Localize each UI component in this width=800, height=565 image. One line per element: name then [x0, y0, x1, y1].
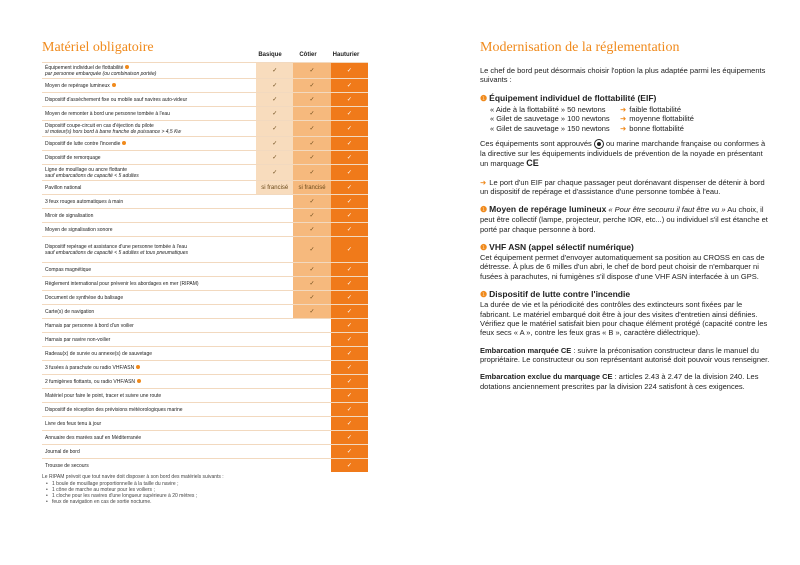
- cotier-cell: [293, 403, 330, 416]
- info-dot-icon: [125, 65, 129, 69]
- basique-cell: ✓: [256, 137, 293, 150]
- cotier-cell: si francisé: [293, 181, 330, 194]
- cotier-cell: [293, 389, 330, 402]
- eif-heading-text: Équipement individuel de flottabilité (EIF): [489, 92, 657, 103]
- row-sublabel: sauf embarcations de capacité < 5 adultes et tous pneumatiques: [45, 249, 189, 256]
- table-row: [42, 222, 368, 236]
- reperage-section: [480, 204, 772, 234]
- hauturier-cell: ✓: [331, 93, 368, 106]
- number-one-icon: ❶: [480, 93, 488, 103]
- right-body: [480, 66, 772, 399]
- table-row: [42, 208, 368, 222]
- footnote-item: • 1 cône de marche au moteur pour les voiliers ;: [42, 487, 342, 493]
- arrow-icon: ➜: [620, 123, 627, 133]
- row-label: [42, 181, 256, 194]
- eif-level-text: bonne flottabilité: [629, 123, 684, 133]
- hauturier-cell: ✓: [331, 459, 368, 472]
- eif-level: [620, 124, 772, 133]
- row-label-text: 3 feux rouges automatiques à main: [45, 198, 124, 205]
- cotier-cell: ✓: [293, 151, 330, 164]
- ce-marquee-text: : suivre la préconisation constructeur dans le manuel du propriétaire. Le constructeur ou son représentant autorisé doit pouvoir vous renseigner.: [480, 345, 770, 365]
- row-label: [42, 375, 256, 388]
- row-label-text: Ligne de mouillage ou ancre flottante: [45, 166, 128, 173]
- row-label: [42, 333, 256, 346]
- row-label: [42, 417, 256, 430]
- table-row: [42, 374, 368, 388]
- footnote-intro: Le RIPAM prévoit que tout navire doit disposer à son bord des matériels suivants :: [42, 474, 224, 480]
- row-sublabel: par personne embarquée (ou combinaison portée): [45, 70, 157, 77]
- cotier-cell: [293, 347, 330, 360]
- table-row: [42, 92, 368, 106]
- hauturier-cell: ✓: [331, 181, 368, 194]
- ce-exclue-heading: Embarcation exclue du marquage CE: [480, 372, 613, 382]
- hauturier-cell: ✓: [331, 237, 368, 262]
- table-row: [42, 360, 368, 374]
- eif-approval-a: Ces équipements sont approuvés: [480, 138, 592, 148]
- table-row: [42, 136, 368, 150]
- ripam-footnote: [42, 474, 342, 505]
- table-row: [42, 290, 368, 304]
- basique-cell: [256, 431, 293, 444]
- hauturier-cell: ✓: [331, 63, 368, 78]
- row-label-text: Équipement individuel de flottabilité: [45, 65, 253, 71]
- hauturier-cell: ✓: [331, 375, 368, 388]
- row-label: [42, 431, 256, 444]
- right-page: [400, 0, 800, 565]
- incendie-heading-text: Dispositif de lutte contre l'incendie: [489, 289, 631, 300]
- row-label-text: Moyen de repérage lumineux: [45, 83, 253, 89]
- basique-cell: [256, 277, 293, 290]
- table-row: [42, 62, 368, 78]
- table-row: [42, 78, 368, 92]
- basique-cell: si francisé: [256, 181, 293, 194]
- row-label-text: Radeau(x) de survie ou annexe(s) de sauvetage: [45, 350, 153, 357]
- row-label: [42, 63, 256, 78]
- row-label-text: Journal de bord: [45, 448, 80, 455]
- arrow-icon: ➜: [620, 114, 627, 124]
- hauturier-cell: ✓: [331, 291, 368, 304]
- cotier-cell: ✓: [293, 209, 330, 222]
- basique-cell: [256, 361, 293, 374]
- info-dot-icon: [122, 141, 126, 145]
- eif-level-text: moyenne flottabilité: [629, 114, 694, 124]
- hauturier-cell: ✓: [331, 333, 368, 346]
- eif-level: [620, 105, 772, 114]
- basique-cell: ✓: [256, 121, 293, 136]
- basique-cell: ✓: [256, 79, 293, 92]
- cotier-cell: [293, 319, 330, 332]
- cotier-cell: ✓: [293, 93, 330, 106]
- ce-exclue-section: [480, 372, 772, 391]
- row-label-text: Moyen de remonter à bord une personne tombée à l'eau: [45, 110, 170, 117]
- number-one-icon: ❶: [480, 205, 488, 215]
- cotier-cell: ✓: [293, 121, 330, 136]
- col-hauturier: Hauturier: [332, 52, 360, 58]
- basique-cell: [256, 445, 293, 458]
- incendie-text-2: Vérifiez que le matériel satisfait bien pour chaque élément protégé (capacité contre les feux secs « A », contre les feux gras « B », caractère diélectrique).: [480, 318, 768, 338]
- hauturier-cell: ✓: [331, 209, 368, 222]
- reperage-quote: « Pour être secouru il faut être vu »: [608, 205, 726, 215]
- row-label-text: Annuaire des marées sauf en Méditerranée: [45, 434, 142, 441]
- hauturier-cell: ✓: [331, 361, 368, 374]
- row-label: [42, 291, 256, 304]
- hauturier-cell: ✓: [331, 79, 368, 92]
- reperage-heading-text: Moyen de repérage lumineux: [489, 204, 607, 215]
- table-row: [42, 194, 368, 208]
- row-label: [42, 459, 256, 472]
- row-label-text: Dispositif de lutte contre l'incendie: [45, 141, 253, 147]
- basique-cell: [256, 209, 293, 222]
- row-label-text: Dispositif de réception des prévisions météorologiques marine: [45, 406, 183, 413]
- basique-cell: [256, 347, 293, 360]
- hauturier-cell: ✓: [331, 403, 368, 416]
- row-label-text: Dispositif coupe-circuit en cas d'éjection du pilote: [45, 122, 154, 129]
- cotier-cell: [293, 445, 330, 458]
- table-row: [42, 106, 368, 120]
- cotier-cell: [293, 375, 330, 388]
- hauturier-cell: ✓: [331, 223, 368, 236]
- table-row: [42, 332, 368, 346]
- row-label-text: Pavillon national: [45, 184, 82, 191]
- row-label: [42, 263, 256, 276]
- row-label-text: Trousse de secours: [45, 462, 89, 469]
- info-dot-icon: [112, 83, 116, 87]
- eif-approval-text: [480, 139, 772, 170]
- vhf-heading-text: VHF ASN (appel sélectif numérique): [489, 242, 634, 253]
- basique-cell: [256, 319, 293, 332]
- table-row: [42, 262, 368, 276]
- hauturier-cell: ✓: [331, 263, 368, 276]
- row-label: [42, 79, 256, 92]
- row-sublabel: sauf embarcations de capacité < 5 adultes: [45, 172, 139, 179]
- hauturier-cell: ✓: [331, 151, 368, 164]
- row-label: [42, 403, 256, 416]
- cotier-cell: ✓: [293, 305, 330, 318]
- cotier-cell: ✓: [293, 277, 330, 290]
- reperage-heading: [480, 204, 606, 214]
- hauturier-cell: ✓: [331, 305, 368, 318]
- row-label: [42, 347, 256, 360]
- row-label-text: Dispositif repérage et assistance d'une personne tombée à l'eau: [45, 243, 187, 250]
- basique-cell: [256, 417, 293, 430]
- basique-cell: [256, 403, 293, 416]
- row-label: [42, 223, 256, 236]
- table-row: [42, 416, 368, 430]
- cotier-cell: ✓: [293, 291, 330, 304]
- hauturier-cell: ✓: [331, 165, 368, 180]
- eif-level-text: faible flottabilité: [629, 104, 681, 114]
- page-title: Matériel obligatoire: [42, 40, 154, 55]
- row-label-text: Matériel pour faire le point, tracer et suivre une route: [45, 392, 162, 399]
- table-row: [42, 120, 368, 136]
- hauturier-cell: ✓: [331, 319, 368, 332]
- row-label-text: Harnais par personne à bord d'un voilier: [45, 322, 134, 329]
- cotier-cell: [293, 361, 330, 374]
- cotier-cell: ✓: [293, 107, 330, 120]
- cotier-cell: [293, 333, 330, 346]
- eif-note: [480, 178, 772, 197]
- vhf-text: Cet équipement permet d'envoyer automatiquement sa position au CROSS en cas de détresse. À plus de 6 milles d'un abri, le chef de bord peut choisir de n'embarquer ni fusées à parachutes, ni fumigènes s'il dispose d'une VHF ASN interfacée à un GPS.: [480, 253, 765, 281]
- basique-cell: [256, 237, 293, 262]
- row-label: [42, 305, 256, 318]
- footnote-item: • 1 cloche pour les navires d'une longueur supérieure à 20 mètres ;: [42, 493, 342, 499]
- footnote-item: • 1 boule de mouillage proportionnelle à la taille du navire ;: [42, 481, 342, 487]
- col-basique: Basique: [258, 52, 282, 58]
- ce-marquee-section: [480, 346, 772, 365]
- eif-approval-b: ou marine marchande française ou conformes à la directive sur les équipements individuels de prévention de la noyade en présentant un marquage: [480, 138, 766, 169]
- row-label-text: Document de synthèse du balisage: [45, 294, 124, 301]
- ce-exclue-text: : articles 2.43 à 2.47 de la division 240. Les dotations anciennement prescrites par la division 224 satisfont à ces exigences.: [480, 372, 759, 391]
- cotier-cell: ✓: [293, 79, 330, 92]
- col-cotier: Côtier: [299, 52, 317, 58]
- row-label-text: Compas magnétique: [45, 266, 92, 273]
- basique-cell: [256, 459, 293, 472]
- row-label-text: 2 fumigènes flottants, ou radio VHF/ASN: [45, 379, 253, 385]
- eif-note-text: Le port d'un EIF par chaque passager peut dorénavant dispenser de détenir à bord un dispositif de repérage et d'assistance d'une personne tombée à l'eau.: [480, 177, 765, 196]
- footnote-item: • feux de navigation en cas de sortie nocturne.: [42, 499, 342, 505]
- row-label: [42, 361, 256, 374]
- cotier-cell: ✓: [293, 223, 330, 236]
- hauturier-cell: ✓: [331, 277, 368, 290]
- cotier-cell: ✓: [293, 237, 330, 262]
- row-label-text: Harnais par navire non-voilier: [45, 336, 111, 343]
- row-label: [42, 237, 256, 262]
- table-row: [42, 388, 368, 402]
- cotier-cell: ✓: [293, 137, 330, 150]
- info-dot-icon: [137, 379, 141, 383]
- table-row: [42, 318, 368, 332]
- basique-cell: [256, 389, 293, 402]
- reperage-text: Au choix, il peut être collectif (lampe, projecteur, perche IOR, etc...) ou individuel s'il est étanche et porté par chaque personne à bord.: [480, 205, 768, 234]
- row-label: [42, 93, 256, 106]
- vhf-heading: [480, 242, 772, 253]
- basique-cell: ✓: [256, 151, 293, 164]
- hauturier-cell: ✓: [331, 389, 368, 402]
- hauturier-cell: ✓: [331, 195, 368, 208]
- table-row: [42, 150, 368, 164]
- ce-mark-icon: CE: [526, 158, 539, 169]
- basique-cell: ✓: [256, 63, 293, 78]
- cotier-cell: [293, 417, 330, 430]
- hauturier-cell: ✓: [331, 107, 368, 120]
- row-label-text: Miroir de signalisation: [45, 212, 94, 219]
- table-row: [42, 444, 368, 458]
- number-one-icon: ❶: [480, 243, 488, 253]
- table-row: [42, 402, 368, 416]
- table-row: [42, 304, 368, 318]
- row-label-text: Règlement international pour prévenir les abordages en mer (RIPAM): [45, 280, 199, 287]
- arrow-icon: ➜: [620, 104, 627, 114]
- table-row: [42, 458, 368, 472]
- row-label: [42, 107, 256, 120]
- basique-cell: [256, 375, 293, 388]
- row-label-text: Moyen de signalisation sonore: [45, 226, 113, 233]
- table-row: [42, 276, 368, 290]
- row-label: [42, 165, 256, 180]
- row-label: [42, 195, 256, 208]
- ce-marquee-heading: Embarcation marquée CE: [480, 345, 572, 355]
- eif-list: [490, 105, 772, 133]
- cotier-cell: ✓: [293, 263, 330, 276]
- arrow-icon: ➜: [480, 177, 487, 187]
- hauturier-cell: ✓: [331, 347, 368, 360]
- incendie-heading: [480, 289, 772, 300]
- cotier-cell: ✓: [293, 165, 330, 180]
- row-label: [42, 151, 256, 164]
- cotier-cell: ✓: [293, 195, 330, 208]
- table-row: [42, 164, 368, 180]
- row-label: [42, 121, 256, 136]
- basique-cell: [256, 291, 293, 304]
- basique-cell: [256, 305, 293, 318]
- basique-cell: ✓: [256, 107, 293, 120]
- basique-cell: [256, 195, 293, 208]
- eif-item: « Gilet de sauvetage » 100 newtons: [490, 114, 610, 124]
- eif-heading: [480, 93, 772, 104]
- intro-text: Le chef de bord peut désormais choisir l'option la plus adaptée parmi les équipements suivants :: [480, 66, 766, 85]
- number-one-icon: ❶: [480, 290, 488, 300]
- row-label-text: Dispositif d'assèchement fixe ou mobile sauf navires auto-videur: [45, 96, 188, 103]
- row-label: [42, 319, 256, 332]
- row-label: [42, 445, 256, 458]
- eif-item: « Aide à la flottabilité » 50 newtons: [490, 104, 606, 114]
- basique-cell: [256, 333, 293, 346]
- row-label-text: Carte(s) de navigation: [45, 308, 95, 315]
- row-sublabel: si moteur(s) hors bord à barre franche de puissance > 4,5 Kw: [45, 128, 182, 135]
- basique-cell: ✓: [256, 93, 293, 106]
- cotier-cell: [293, 431, 330, 444]
- row-label-text: Dispositif de remorquage: [45, 154, 101, 161]
- hauturier-cell: ✓: [331, 137, 368, 150]
- page-title-right: Modernisation de la réglementation: [480, 40, 680, 55]
- table-row: [42, 346, 368, 360]
- eif-item: « Gilet de sauvetage » 150 newtons: [490, 123, 610, 133]
- basique-cell: [256, 263, 293, 276]
- table-row: [42, 430, 368, 444]
- equipment-table: [42, 62, 368, 472]
- row-label: [42, 277, 256, 290]
- row-label: [42, 209, 256, 222]
- row-label: [42, 389, 256, 402]
- row-label-text: Livre des feux tenu à jour: [45, 420, 102, 427]
- row-label-text: 3 fusées à parachute ou radio VHF/ASN: [45, 365, 253, 371]
- table-row: [42, 180, 368, 194]
- hauturier-cell: ✓: [331, 431, 368, 444]
- hauturier-cell: ✓: [331, 121, 368, 136]
- incendie-text-1: La durée de vie et la périodicité des contrôles des extincteurs sont fixées par le fabricant. Le matériel embarqué doit être à jour des visites d'entretien ainsi définies.: [480, 300, 758, 319]
- basique-cell: [256, 223, 293, 236]
- cotier-cell: [293, 459, 330, 472]
- ship-wheel-icon: [594, 139, 604, 149]
- eif-level: [620, 114, 772, 123]
- hauturier-cell: ✓: [331, 445, 368, 458]
- info-dot-icon: [136, 365, 140, 369]
- row-label: [42, 137, 256, 150]
- cotier-cell: ✓: [293, 63, 330, 78]
- table-row: [42, 236, 368, 262]
- basique-cell: ✓: [256, 165, 293, 180]
- hauturier-cell: ✓: [331, 417, 368, 430]
